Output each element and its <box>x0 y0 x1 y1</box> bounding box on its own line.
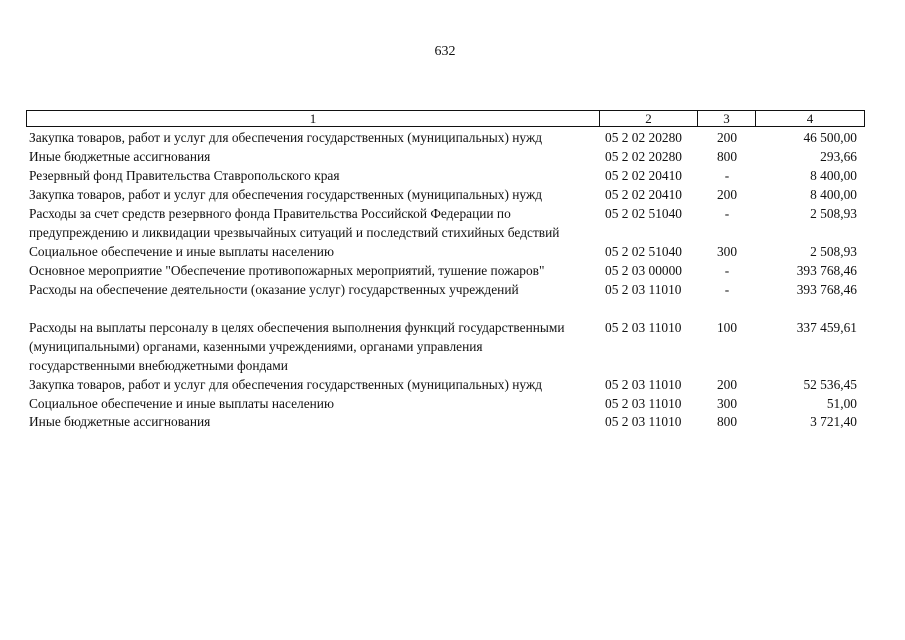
row-name: Основное мероприятие "Обеспечение противопожарных мероприятий, тушение пожаров" <box>29 263 545 278</box>
row-name: Закупка товаров, работ и услуг для обеспечения государственных (муниципальных) нужд <box>29 187 543 202</box>
table-row <box>0 261 905 280</box>
row-name: Расходы на обеспечение деятельности (оказание услуг) государственных учреждений <box>29 282 519 297</box>
row-amount: 8 400,00 <box>810 168 857 183</box>
row-code: 05 2 02 51040 <box>605 206 682 221</box>
row-code: 05 2 03 11010 <box>605 282 682 297</box>
row-name: Социальное обеспечение и иные выплаты населению <box>29 396 334 411</box>
row-amount: 393 768,46 <box>796 263 857 278</box>
row-amount: 51,00 <box>826 396 857 411</box>
row-code: 05 2 03 11010 <box>605 414 682 429</box>
row-code: 05 2 02 20410 <box>605 187 682 202</box>
table-body <box>0 128 905 431</box>
row-code: 05 2 02 20410 <box>605 168 682 183</box>
row-name: Резервный фонд Правительства Ставропольского края <box>29 168 340 183</box>
page-number: 632 <box>434 44 456 59</box>
row-code: 05 2 02 20280 <box>605 130 682 145</box>
row-type: 300 <box>716 396 738 411</box>
table-row <box>0 318 905 375</box>
column-header-1: 1 <box>27 111 600 126</box>
row-amount: 52 536,45 <box>803 377 857 392</box>
table-row <box>0 185 905 204</box>
column-header-2: 2 <box>600 111 698 126</box>
table-row <box>0 128 905 147</box>
table-row <box>0 394 905 413</box>
row-amount: 293,66 <box>820 149 857 164</box>
row-type: - <box>724 206 730 221</box>
row-code: 05 2 02 20280 <box>605 149 682 164</box>
row-amount: 2 508,93 <box>810 206 857 221</box>
row-type: 200 <box>716 130 738 145</box>
table-row <box>0 242 905 261</box>
row-type: 300 <box>716 244 738 259</box>
row-type: - <box>724 263 730 278</box>
row-type: 100 <box>716 320 738 335</box>
row-name: Иные бюджетные ассигнования <box>29 414 211 429</box>
table-header <box>26 110 865 127</box>
row-type: - <box>724 282 730 297</box>
row-type: 200 <box>716 377 738 392</box>
row-type: 800 <box>716 414 738 429</box>
row-type: - <box>724 168 730 183</box>
column-header-4: 4 <box>806 111 814 126</box>
row-amount: 46 500,00 <box>803 130 857 145</box>
table-row <box>0 204 905 242</box>
row-amount: 3 721,40 <box>810 414 857 429</box>
row-amount: 393 768,46 <box>796 282 857 297</box>
row-type: 200 <box>716 187 738 202</box>
row-amount: 337 459,61 <box>796 320 857 335</box>
row-code: 05 2 03 00000 <box>605 263 682 278</box>
row-code: 05 2 03 11010 <box>605 377 682 392</box>
table-row <box>0 280 905 299</box>
table-row <box>0 147 905 166</box>
row-name: Закупка товаров, работ и услуг для обеспечения государственных (муниципальных) нужд <box>29 377 543 392</box>
row-amount: 8 400,00 <box>810 187 857 202</box>
row-name: Расходы на выплаты персоналу в целях обеспечения выполнения функций государственными (муниципальными) органами, казенными учреждениями, органами управления государственными внебюджетными фондами <box>29 320 565 373</box>
row-code: 05 2 03 11010 <box>605 396 682 411</box>
row-code: 05 2 03 11010 <box>605 320 682 335</box>
row-name: Закупка товаров, работ и услуг для обеспечения государственных (муниципальных) нужд <box>29 130 543 145</box>
row-amount: 2 508,93 <box>810 244 857 259</box>
row-code: 05 2 02 51040 <box>605 244 682 259</box>
row-name: Расходы за счет средств резервного фонда Правительства Российской Федерации по предупреждению и ликвидации чрезвычайных ситуаций и последствий стихийных бедствий <box>29 206 560 240</box>
table-row <box>0 166 905 185</box>
row-name: Иные бюджетные ассигнования <box>29 149 211 164</box>
table-row <box>0 375 905 394</box>
row-name: Социальное обеспечение и иные выплаты населению <box>29 244 334 259</box>
column-header-3: 3 <box>698 111 756 126</box>
row-type: 800 <box>716 149 738 164</box>
table-row <box>0 412 905 431</box>
